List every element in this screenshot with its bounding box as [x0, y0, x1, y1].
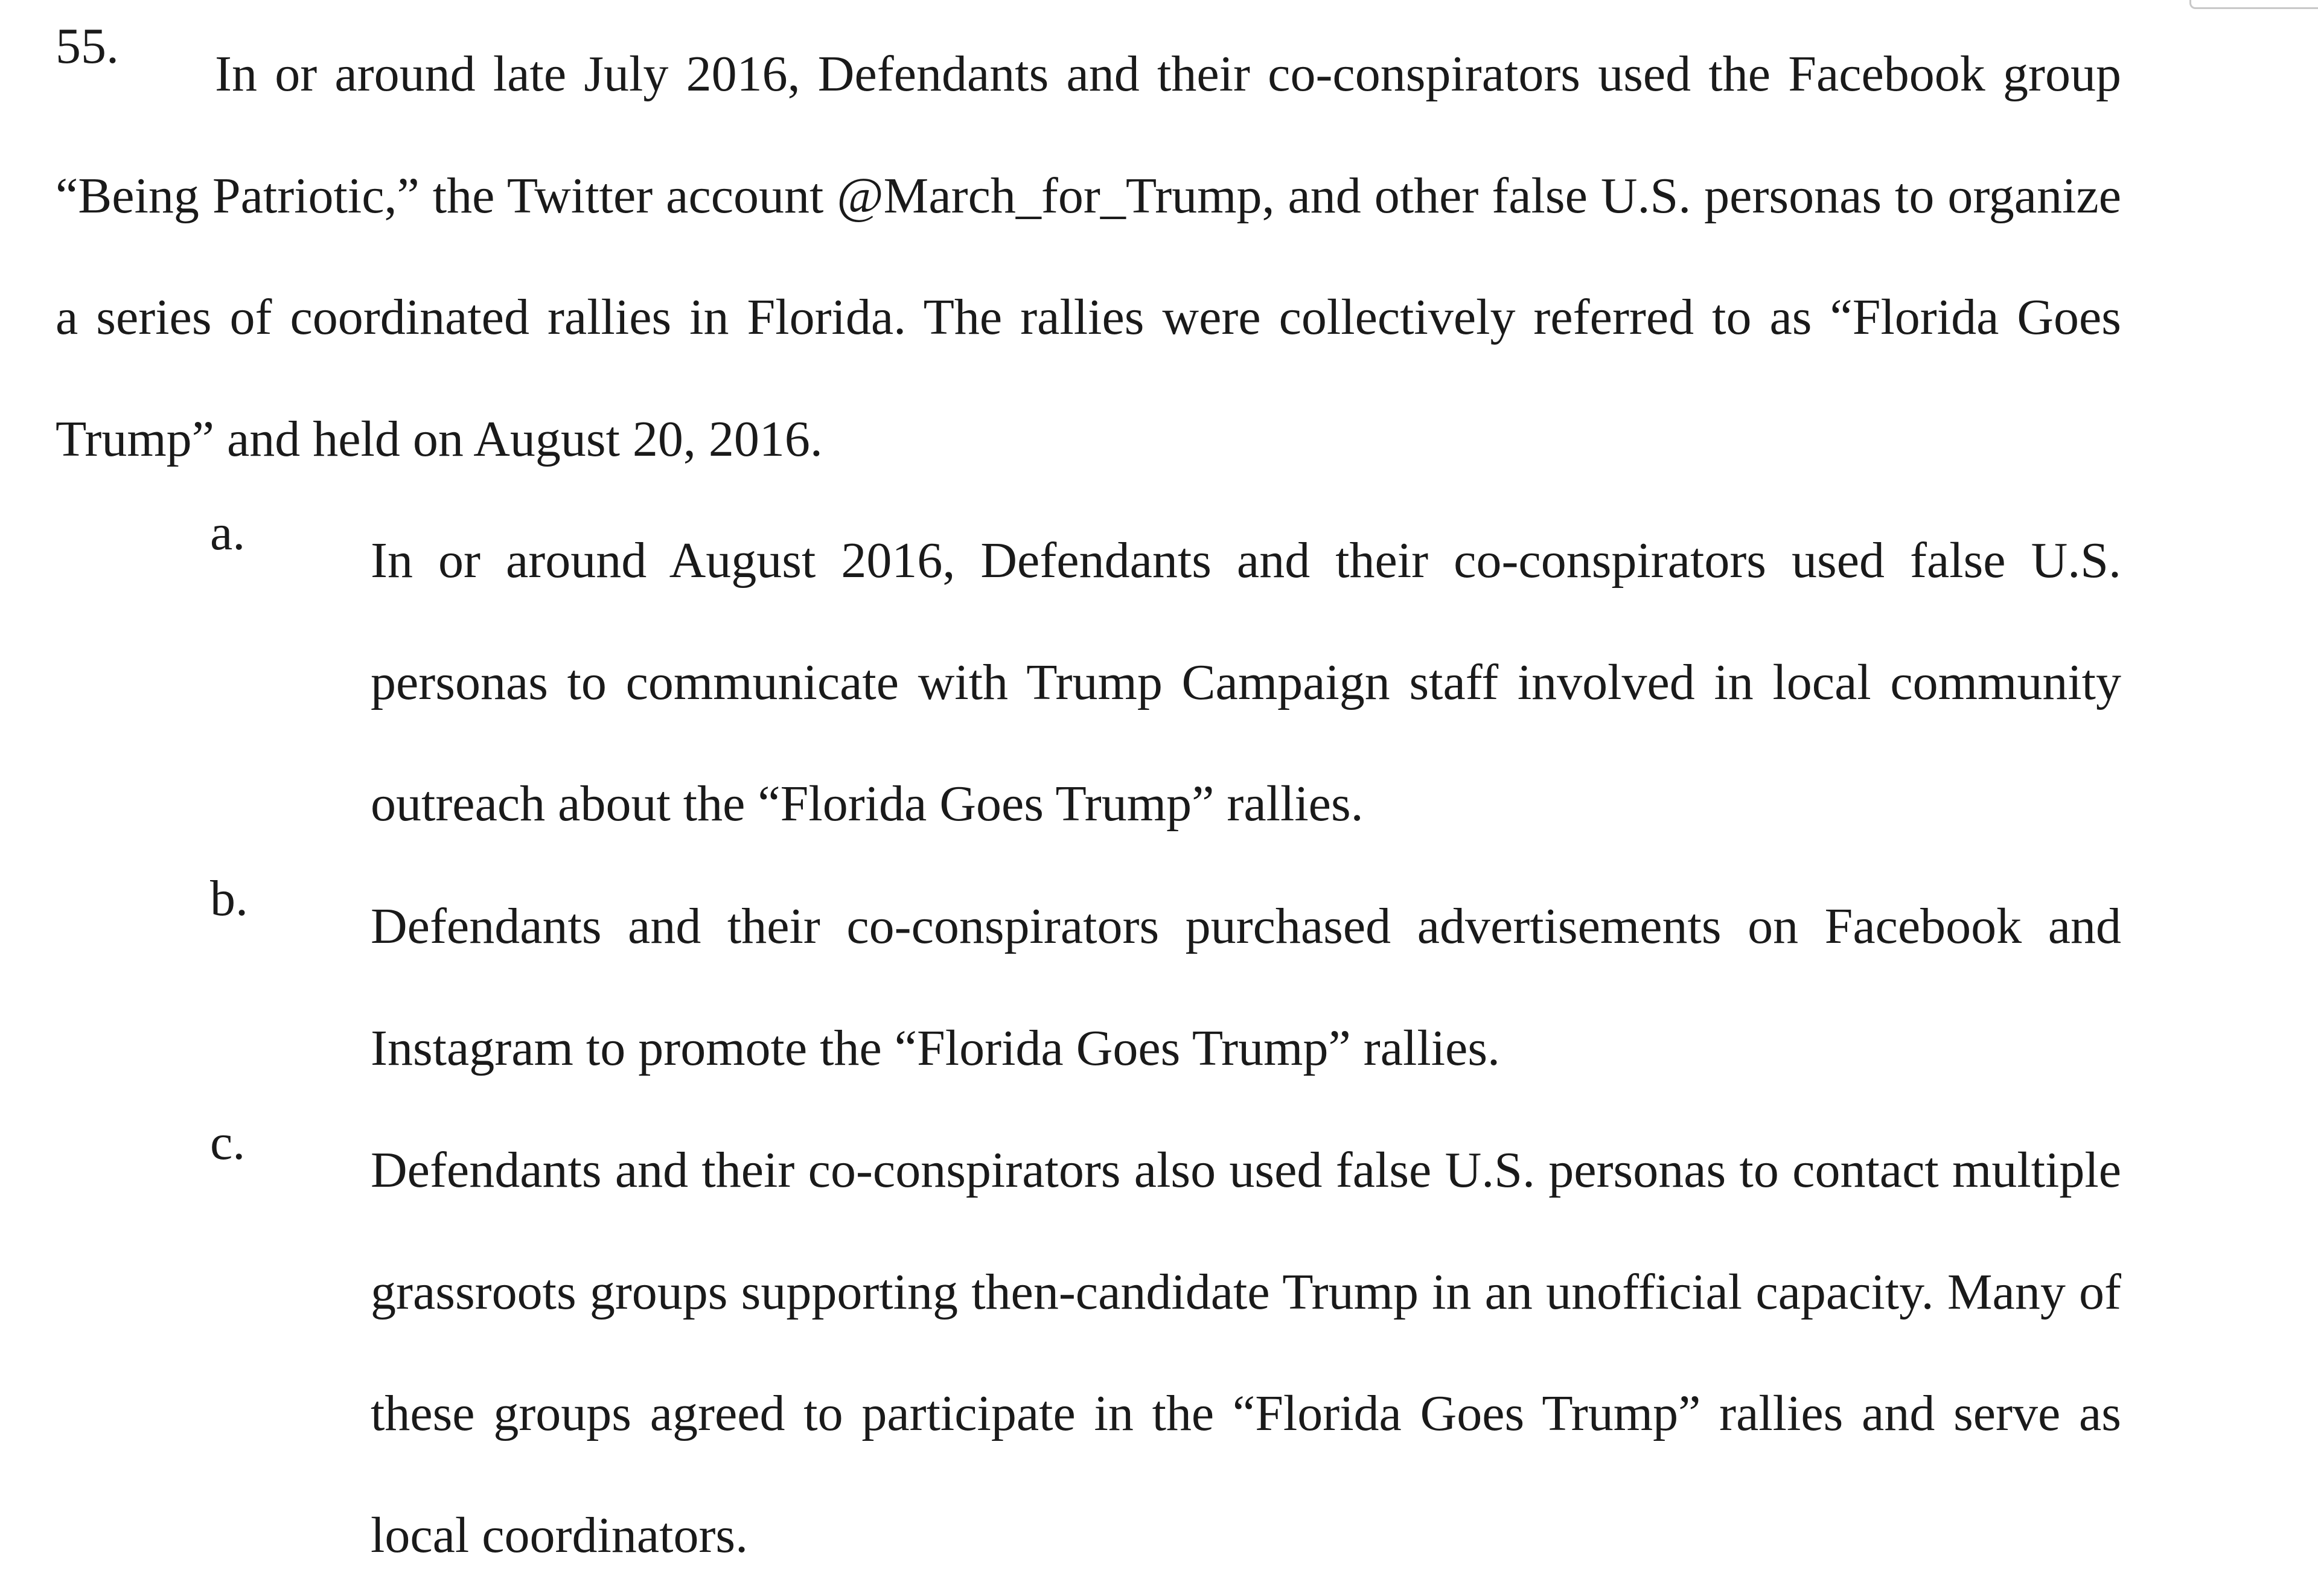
subparagraph-marker: a. [210, 505, 246, 561]
subparagraph-a [210, 500, 2121, 865]
subparagraph-c [210, 1109, 2121, 1596]
subparagraph-text: Defendants and their co-conspirators also used false U.S. personas to contact multiple grassroots groups supporting then-candidate Trump in an unofficial capacity. Many of these groups agreed to participate in the “Florida Goes Trump” rallies and serve as local coordinators. [371, 1142, 2121, 1563]
subparagraph-marker: c. [210, 1114, 246, 1170]
subparagraph-b [210, 866, 2121, 1109]
page-corner-mark [2189, 0, 2318, 9]
subparagraph-text: Defendants and their co-conspirators purchased advertisements on Facebook and Instagram to promote the “Florida Goes Trump” rallies. [371, 898, 2121, 1076]
paragraph-text: In or around late July 2016, Defendants and their co-conspirators used the Facebook group “Being Patriotic,” the Twitter account @March_for_Trump, and other false U.S. personas to organize a series of coordinated rallies in Florida. The rallies were collectively referred to as “Florida Goes Trump” and held on August 20, 2016. [56, 46, 2121, 467]
paragraph-number: 55. [56, 18, 119, 74]
subparagraph-text: In or around August 2016, Defendants and their co-conspirators used false U.S. personas to communicate with Trump Campaign staff involved in local community outreach about the “Florida Goes Trump” rallies. [371, 532, 2121, 832]
subparagraph-marker: b. [210, 870, 248, 927]
